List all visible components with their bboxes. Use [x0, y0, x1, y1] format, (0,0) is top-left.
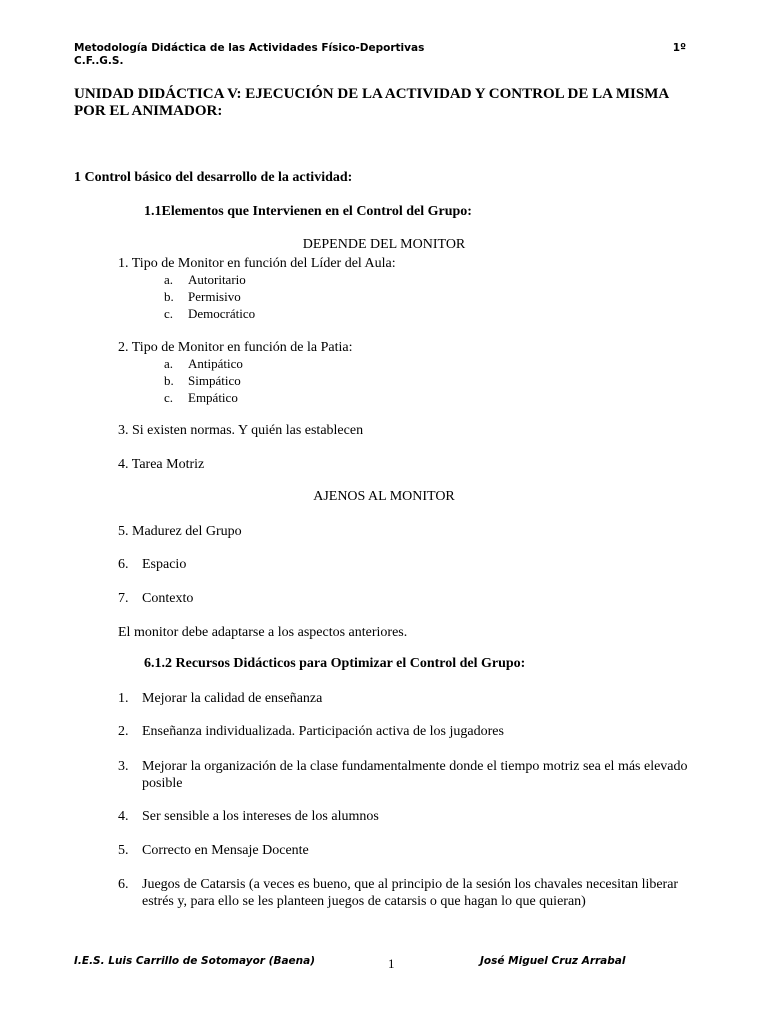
- header-subject: Metodología Didáctica de las Actividades Físico-Deportivas: [74, 42, 425, 54]
- list-item-2: 2. Tipo de Monitor en función de la Patia:: [118, 340, 353, 355]
- list-item-3: 3. Si existen normas. Y quién las establecen: [118, 423, 364, 438]
- sub-item-1b: b. Permisivo: [164, 289, 241, 304]
- resource-item-6: 6. Juegos de Catarsis (a veces es bueno, que al principio de la sesión los chavales necesitan liberar estrés y, para ello se les planteen juegos de catarsis o que hagan lo que quieran): [118, 877, 679, 909]
- list-item-5: 5. Madurez del Grupo: [118, 524, 242, 539]
- list-item-7: 7. Contexto: [118, 591, 194, 606]
- sub-item-2b: b. Simpático: [164, 373, 241, 388]
- section-1-2-heading: 6.1.2 Recursos Didácticos para Optimizar el Control del Grupo:: [144, 656, 526, 671]
- ajenos-al-monitor-heading: AJENOS AL MONITOR: [313, 489, 455, 504]
- list-item-6: 6. Espacio: [118, 557, 187, 572]
- footer-school: I.E.S. Luis Carrillo de Sotomayor (Baena): [74, 955, 316, 967]
- header-course: C.F..G.S.: [74, 55, 124, 67]
- sub-item-1a: a. Autoritario: [164, 272, 246, 287]
- resource-item-4: 4. Ser sensible a los intereses de los alumnos: [118, 809, 379, 824]
- unit-title-line2: POR EL ANIMADOR:: [74, 103, 223, 119]
- sub-item-2c: c. Empático: [164, 390, 238, 405]
- page-header: [74, 42, 686, 68]
- adapt-note: El monitor debe adaptarse a los aspectos anteriores.: [118, 625, 408, 640]
- header-number: 1º: [672, 42, 686, 54]
- unit-title-line1: UNIDAD DIDÁCTICA V: EJECUCIÓN DE LA ACTIVIDAD Y CONTROL DE LA MISMA: [74, 86, 670, 102]
- sub-item-2a: a. Antipático: [164, 356, 243, 371]
- footer-author: José Miguel Cruz Arrabal: [480, 955, 626, 967]
- sub-item-1c: c. Democrático: [164, 306, 256, 321]
- depende-del-monitor-heading: DEPENDE DEL MONITOR: [302, 237, 466, 252]
- list-item-1: 1. Tipo de Monitor en función del Líder del Aula:: [118, 256, 396, 271]
- section-1-heading: 1 Control básico del desarrollo de la actividad:: [74, 170, 353, 185]
- resource-item-2: 2. Enseñanza individualizada. Participación activa de los jugadores: [118, 724, 504, 739]
- resource-item-5: 5. Correcto en Mensaje Docente: [118, 843, 309, 858]
- section-1-1-heading: 1.1Elementos que Intervienen en el Control del Grupo:: [144, 204, 472, 219]
- unit-title: [74, 86, 704, 120]
- resource-item-3: 3. Mejorar la organización de la clase fundamentalmente donde el tiempo motriz sea el más elevado posible: [118, 759, 688, 791]
- list-item-4: 4. Tarea Motriz: [118, 457, 205, 472]
- resource-item-1: 1. Mejorar la calidad de enseñanza: [118, 691, 323, 706]
- footer-page-number: 1: [388, 956, 395, 971]
